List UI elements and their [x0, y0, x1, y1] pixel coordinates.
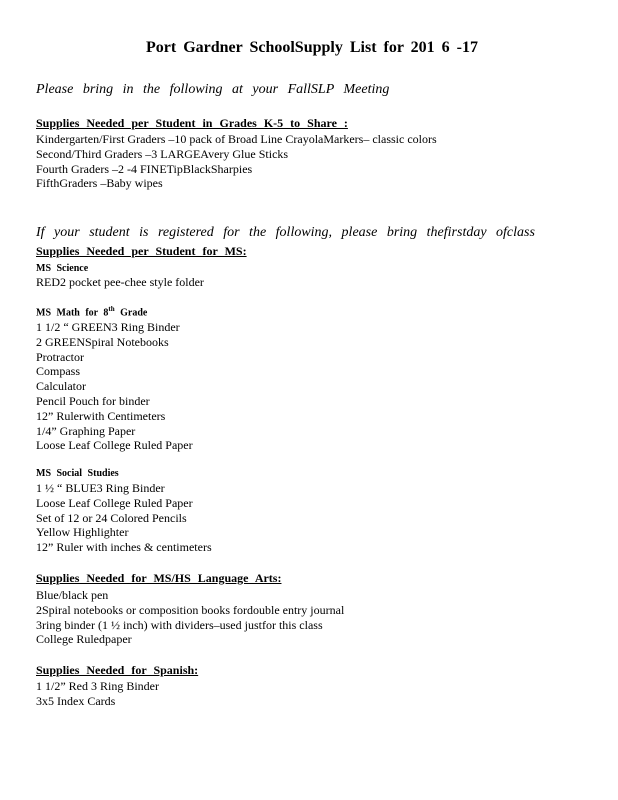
- list-item: Compass: [36, 364, 81, 379]
- heading-spanish: Supplies Needed for Spanish:: [36, 663, 199, 677]
- list-item: Second/Third Graders –3 LARGEAvery Glue Sticks: [36, 146, 289, 161]
- list-item: Loose Leaf College Ruled Paper: [36, 438, 193, 453]
- list-item: RED2 pocket pee-chee style folder: [36, 275, 204, 289]
- subheading-ms-social-studies: MS Social Studies: [36, 468, 119, 479]
- subheading-ms-math: [36, 305, 147, 318]
- list-item: Loose Leaf College Ruled Paper: [36, 495, 193, 510]
- list-item: Fourth Graders –2 -4 FINETipBlackSharpies: [36, 161, 253, 176]
- list-item: 12” Rulerwith Centimeters: [36, 408, 166, 423]
- math-label-sup: th: [108, 305, 115, 313]
- list-language-arts: [36, 588, 344, 647]
- list-item: Set of 12 or 24 Colored Pencils: [36, 510, 187, 525]
- math-label: MS Math for 8: [36, 307, 109, 319]
- page-title: Port Gardner SchoolSupply List for 201 6 -17: [146, 39, 478, 56]
- list-item: 3ring binder (1 ½ inch) with dividers–used justfor this class: [36, 617, 323, 632]
- list-ms-science: [36, 275, 204, 290]
- intro-registered: If your student is registered for the following, please bring thefirstday ofclass: [36, 225, 535, 240]
- list-item: 12” Ruler with inches & centimeters: [36, 540, 212, 555]
- list-item: Pencil Pouch for binder: [36, 393, 150, 408]
- list-item: FifthGraders –Baby wipes: [36, 176, 163, 191]
- list-item: 1 ½ “ BLUE3 Ring Binder: [36, 481, 165, 495]
- list-item: Calculator: [36, 379, 86, 394]
- list-item: 2Spiral notebooks or composition books fordouble entry journal: [36, 602, 345, 617]
- list-item: College Ruledpaper: [36, 632, 132, 647]
- list-item: Kindergarten/First Graders –10 pack of Broad Line CrayolaMarkers– classic colors: [36, 132, 437, 146]
- intro-fall-meeting: Please bring in the following at your FallSLP Meeting: [36, 82, 390, 97]
- math-label-end: Grade: [114, 307, 148, 319]
- list-spanish: [36, 679, 159, 709]
- heading-language-arts: Supplies Needed for MS/HS Language Arts:: [36, 571, 282, 585]
- heading-ms: Supplies Needed per Student for MS:: [36, 244, 247, 258]
- list-item: 2 GREENSpiral Notebooks: [36, 334, 169, 349]
- list-item: Blue/black pen: [36, 588, 109, 602]
- list-item: Protractor: [36, 349, 84, 364]
- list-ms-social-studies: [36, 481, 212, 555]
- subheading-ms-science: MS Science: [36, 263, 89, 274]
- list-item: 3x5 Index Cards: [36, 693, 116, 708]
- list-item: Yellow Highlighter: [36, 525, 129, 540]
- heading-k5: Supplies Needed per Student in Grades K-5 to Share :: [36, 116, 348, 130]
- list-item: 1 1/2 “ GREEN3 Ring Binder: [36, 320, 180, 334]
- list-item: 1 1/2” Red 3 Ring Binder: [36, 679, 159, 693]
- list-ms-math: [36, 320, 193, 453]
- list-k5: [36, 132, 437, 191]
- list-item: 1/4” Graphing Paper: [36, 423, 136, 438]
